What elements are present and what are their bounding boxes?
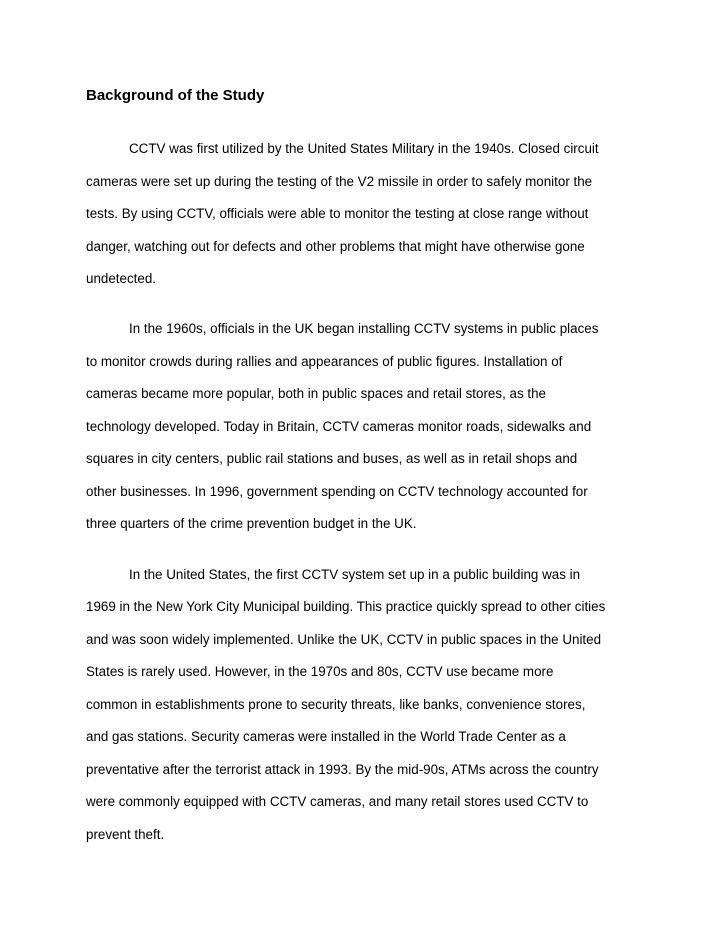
paragraph-2-line-2: to monitor crowds during rallies and appearances of public figures. Installation of: [86, 354, 563, 369]
paragraph-3-line-4: States is rarely used. However, in the 1970s and 80s, CCTV use became more: [86, 664, 554, 679]
paragraph-2-line-7: three quarters of the crime prevention budget in the UK.: [86, 516, 417, 531]
paragraph-1-line-3: tests. By using CCTV, officials were able to monitor the testing at close range without: [86, 206, 589, 221]
paragraph-1-line-2: cameras were set up during the testing of the V2 missile in order to safely monitor the: [86, 174, 593, 189]
paragraph-3-line-3: and was soon widely implemented. Unlike the UK, CCTV in public spaces in the United: [86, 632, 602, 647]
section-heading: Background of the Study: [86, 87, 265, 104]
paragraph-3-line-7: preventative after the terrorist attack in 1993. By the mid-90s, ATMs across the country: [86, 762, 599, 777]
paragraph-2-line-6: other businesses. In 1996, government spending on CCTV technology accounted for: [86, 484, 588, 499]
paragraph-3-line-5: common in establishments prone to security threats, like banks, convenience stores,: [86, 697, 586, 712]
paragraph-2-line-1: In the 1960s, officials in the UK began installing CCTV systems in public places: [129, 321, 599, 336]
paragraph-3-line-1: In the United States, the first CCTV system set up in a public building was in: [129, 567, 581, 582]
paragraph-1-line-4: danger, watching out for defects and other problems that might have otherwise gone: [86, 239, 585, 254]
paragraph-1-line-5: undetected.: [86, 271, 156, 286]
paragraph-1-line-1: CCTV was first utilized by the United States Military in the 1940s. Closed circuit: [129, 141, 599, 156]
paragraph-3-line-2: 1969 in the New York City Municipal building. This practice quickly spread to other cities: [86, 599, 606, 614]
paragraph-2-line-4: technology developed. Today in Britain, CCTV cameras monitor roads, sidewalks and: [86, 419, 592, 434]
paragraph-3-line-8: were commonly equipped with CCTV cameras, and many retail stores used CCTV to: [86, 794, 589, 809]
paragraph-3-line-9: prevent theft.: [86, 827, 165, 842]
paragraph-3-line-6: and gas stations. Security cameras were installed in the World Trade Center as a: [86, 729, 566, 744]
paragraph-2-line-3: cameras became more popular, both in public spaces and retail stores, as the: [86, 386, 546, 401]
paragraph-2-line-5: squares in city centers, public rail stations and buses, as well as in retail shops and: [86, 451, 578, 466]
